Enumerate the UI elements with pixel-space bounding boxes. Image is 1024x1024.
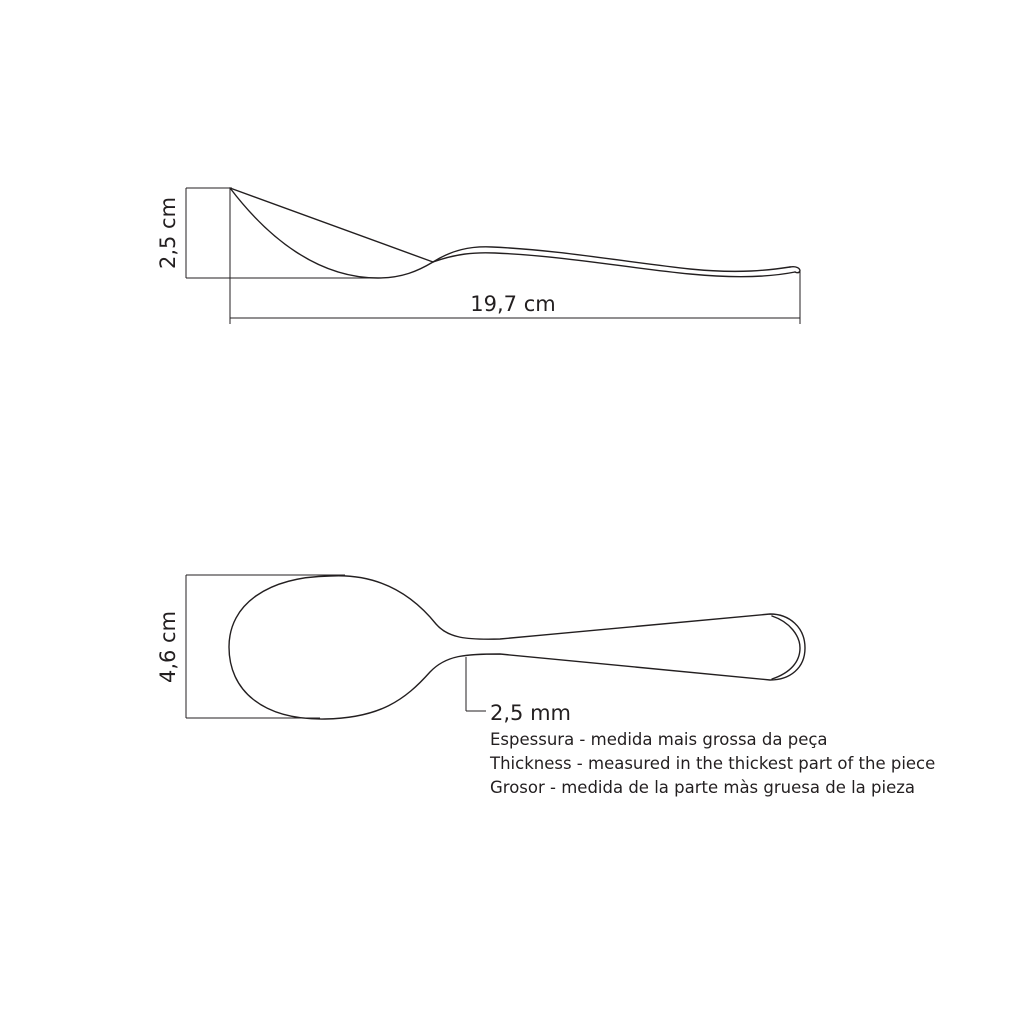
thickness-note-portuguese: Espessura - medida mais grossa da peça [490, 730, 828, 749]
side-spoon-profile [230, 188, 800, 278]
side-view [156, 188, 800, 324]
top-spoon-outline [229, 576, 805, 719]
top-width-label: 4,6 cm [156, 610, 180, 684]
side-length-label: 19,7 cm [470, 292, 556, 316]
thickness-note-spanish: Grosor - medida de la parte màs gruesa de la pieza [490, 778, 916, 797]
side-height-dimension [186, 188, 380, 324]
top-view [156, 575, 935, 797]
thickness-note-english: Thickness - measured in the thickest part of the piece [490, 754, 936, 773]
side-height-label: 2,5 cm [156, 196, 180, 270]
top-width-dimension [186, 575, 345, 718]
thickness-leader [466, 657, 486, 711]
thickness-label: 2,5 mm [490, 701, 571, 725]
